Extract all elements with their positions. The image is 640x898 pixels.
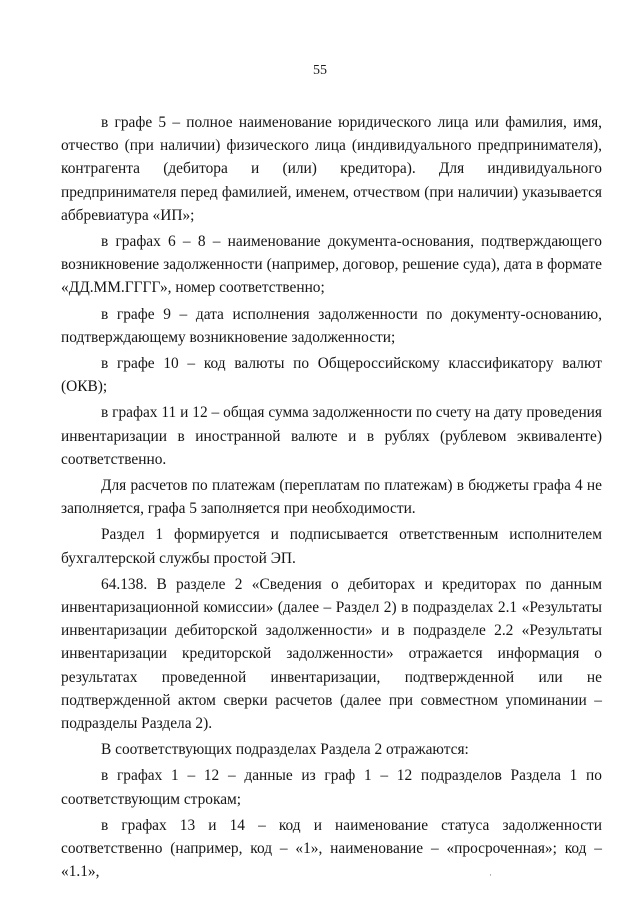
paragraph-section-2-intro: В соответствующих подразделах Раздела 2 отражаются:: [101, 741, 469, 759]
paragraph-columns-11-12: в графах 11 и 12 – общая сумма задолженности по счету на дату проведения инвентаризации в иностранной валюте и в рублях (рублевом эквиваленте) соответственно.: [61, 404, 602, 468]
page-number: 55: [313, 63, 327, 78]
paragraph-section-1-signing: Раздел 1 формируется и подписывается ответственным исполнителем бухгалтерской службы простой ЭП.: [61, 526, 602, 567]
paragraph-column-9: в графе 9 – дата исполнения задолженности по документу-основанию, подтверждающему возникновение задолженности;: [61, 305, 602, 346]
paragraph-64-138: 64.138. В разделе 2 «Сведения о дебиторах и кредиторах по данным инвентаризационной комиссии» (далее – Раздел 2) в подразделах 2.1 «Результаты инвентаризации дебиторской задолженности» и в подразделе 2.2 «Результаты инвентаризации кредиторской задолженности» отражается информация о результатах проведенной инвентаризации, подтвержденной или не подтвержденной актом сверки расчетов (далее при совместном упоминании – подразделы Раздела 2).: [61, 575, 602, 733]
paragraph-budget-payments: Для расчетов по платежам (переплатам по платежам) в бюджеты графа 4 не заполняется, графа 5 заполняется при необходимости.: [61, 477, 602, 518]
paragraph-column-10: в графе 10 – код валюты по Общероссийскому классификатору валют (ОКВ);: [61, 355, 602, 396]
document-body: [61, 111, 602, 887]
scan-mark: ·: [489, 870, 492, 880]
paragraph-columns-1-12: в графах 1 – 12 – данные из граф 1 – 12 подразделов Раздела 1 по соответствующим строкам;: [61, 767, 602, 808]
paragraph-columns-6-8: в графах 6 – 8 – наименование документа-основания, подтверждающего возникновение задолженности (например, договор, решение суда), дата в формате «ДД.ММ.ГГГГ», номер соответственно;: [61, 233, 602, 297]
paragraph-column-5: в графе 5 – полное наименование юридического лица или фамилия, имя, отчество (при наличии) физического лица (индивидуального предпринимателя), контрагента (дебитора и (или) кредитора). Для индивидуального предпринимателя перед фамилией, именем, отчеством (при наличии) указывается аббревиатура «ИП»;: [61, 114, 602, 224]
paragraph-columns-13-14: в графах 13 и 14 – код и наименование статуса задолженности соответственно (например, код – «1», наименование – «просроченная»; код – «1.1»,: [61, 816, 602, 881]
